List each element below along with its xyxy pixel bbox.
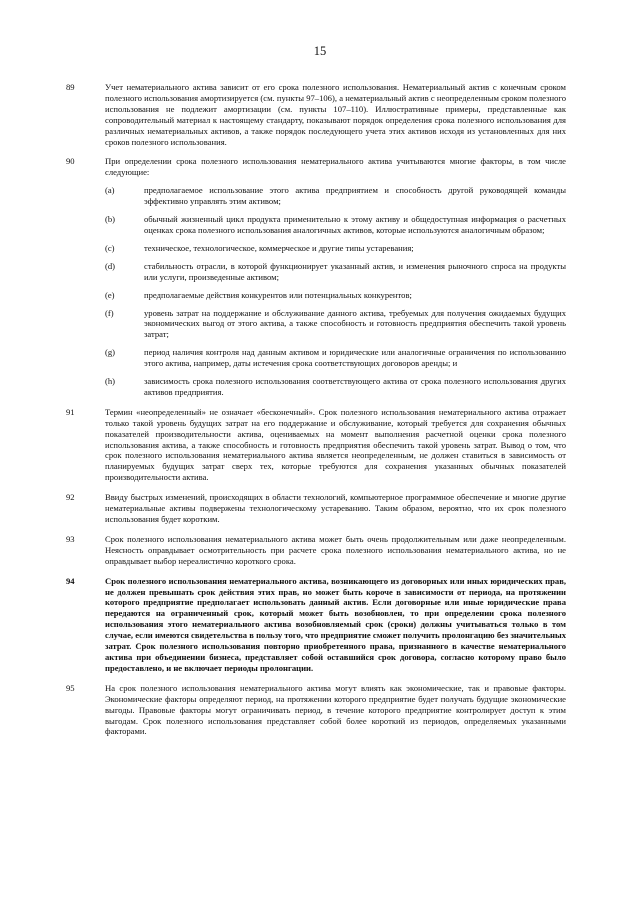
paragraph-text: Ввиду быстрых изменений, происходящих в области технологий, компьютерное программное обеспечение и многие другие нематериальные активы подвержены технологическому устареванию. Таким образом, вероятно, что их срок полезного использования будет коротким. <box>105 492 566 524</box>
list-item <box>105 185 566 207</box>
paragraph-number: 92 <box>66 492 75 503</box>
paragraph-93 <box>66 534 566 567</box>
paragraph-text: На срок полезного использования нематериального актива могут влиять как экономические, так и правовые факторы. Экономические факторы определяют период, на протяжении которого предприятие будет получать будущие экономические выгоды. Правовые факторы могут ограничивать период, в течение которого предприятие контролирует доступ к этим выгодам. Срок полезного использования представляет собой более короткий из периодов, определяемых указанными факторами. <box>105 682 566 737</box>
paragraph-90 <box>66 156 566 397</box>
list-item <box>105 347 566 369</box>
list-item-text: стабильность отрасли, в которой функционирует указанный актив, и изменения рыночного спроса на продукты или услуги, произведенные активом; <box>144 260 566 282</box>
page-number: 15 <box>313 44 327 58</box>
paragraph-94 <box>66 576 566 674</box>
list-item <box>105 214 566 236</box>
list-item-text: предполагаемое использование этого актива предприятием и способность другой руководящей команды эффективно управлять этим активом; <box>144 185 566 207</box>
list-item-label: (c) <box>105 242 115 253</box>
paragraph-number: 90 <box>66 156 75 167</box>
list-item-text: техническое, технологическое, коммерческое и другие типы устаревания; <box>144 242 414 253</box>
list-item-text: уровень затрат на поддержание и обслуживание данного актива, требуемых для получения ожидаемых будущих экономических выгод от этого актива, а также способность и готовность предприятия обеспечить такой уровень затрат; <box>144 307 566 340</box>
list-item <box>105 290 566 301</box>
list-item-label: (b) <box>105 214 116 225</box>
paragraph-95 <box>66 683 566 738</box>
list-item <box>105 261 566 283</box>
paragraph-91 <box>66 407 566 483</box>
paragraph-text: Учет нематериального актива зависит от его срока полезного использования. Нематериальный актив с конечным сроком полезного использования амортизируется (см. пункты 97–106), а нематериальный актив с неопределенным сроком полезного использования не подлежит амортизации (см. пункты 107–110). Иллюстративные примеры, представленные как сопроводительный материал к настоящему стандарту, показывают порядок определения срока полезного использования для различных нематериальных активов, а также порядок последующего учета этих активов исходя из установленных для них сроков полезного использования. <box>105 82 566 147</box>
paragraph-number: 91 <box>66 406 75 417</box>
list-item <box>105 308 566 341</box>
paragraph-text: Термин «неопределенный» не означает «бесконечный». Срок полезного использования нематериального актива отражает только такой уровень будущих затрат на его поддержание и обслуживание, который требуется для сохранения обычных показателей производительности актива, оцениваемых на момент выполнения расчетной оценки срока полезного использования актива, а также способность и готовность предприятия обеспечить такой уровень затрат. Вывод о том, что срок полезного использования нематериального актива является неопределенным, не должен ставиться в зависимость от планируемых будущих затрат сверх тех, которые требуются для сохранения указанных обычных показателей производительности актива. <box>105 406 566 483</box>
list-item-text: предполагаемые действия конкурентов или потенциальных конкурентов; <box>144 289 412 300</box>
paragraph-number: 94 <box>66 575 75 586</box>
item-list <box>105 185 566 398</box>
paragraph-number: 89 <box>66 82 75 92</box>
list-item-text: обычный жизненный цикл продукта применительно к этому активу и общедоступная информация о расчетных оценках срока полезного использования аналогичных активов, которые используются аналогичным образом; <box>144 214 566 235</box>
paragraph-number: 95 <box>66 682 75 693</box>
paragraph-89 <box>66 82 566 147</box>
list-item <box>105 376 566 398</box>
list-item <box>105 243 566 254</box>
paragraph-92 <box>66 492 566 525</box>
list-item-label: (d) <box>105 260 116 271</box>
list-item-label: (e) <box>105 289 115 300</box>
document-body <box>66 82 566 746</box>
list-item-label: (g) <box>105 347 116 358</box>
paragraph-text: Срок полезного использования нематериального актива может быть очень продолжительным или даже неопределенным. Неясность оправдывает осмотрительность при расчете срока полезного использования нематериального актива, но не оправдывает выбор нереалистично короткого срока. <box>105 533 566 566</box>
list-item-text: зависимость срока полезного использования соответствующего актива от срока полезного использования других активов предприятия. <box>144 376 566 397</box>
list-item-label: (a) <box>105 185 115 196</box>
list-item-label: (h) <box>105 376 116 387</box>
paragraph-number: 93 <box>66 533 75 544</box>
paragraph-text: При определении срока полезного использования нематериального актива учитываются многие факторы, в том числе следующие: <box>105 156 566 178</box>
paragraph-text: Срок полезного использования нематериального актива, возникающего из договорных или иных юридических прав, не должен превышать срок действия этих прав, но может быть короче в зависимости от периода, на протяжении которого предприятие предполагает использовать данный актив. Если договорные или иные юридические права передаются на ограниченный срок, который может быть возобновлен, то при определении срока полезного использования этого нематериального актива возобновляемый срок (сроки) должны учитываться только в том случае, если имеются свидетельства в пользу того, что предприятие сможет получить пролонгацию без значительных затрат. Срок полезного использования повторно приобретенного права, признанного в качестве нематериального актива при объединении бизнеса, представляет собой оставшийся срок договора, согласно которому право было предоставлено, и не включает периоды пролонгации. <box>105 575 566 673</box>
list-item-label: (f) <box>105 307 114 318</box>
list-item-text: период наличия контроля над данным активом и юридические или аналогичные ограничения по использованию этого актива, например, даты истечения срока соответствующих договоров аренды; и <box>144 347 566 369</box>
